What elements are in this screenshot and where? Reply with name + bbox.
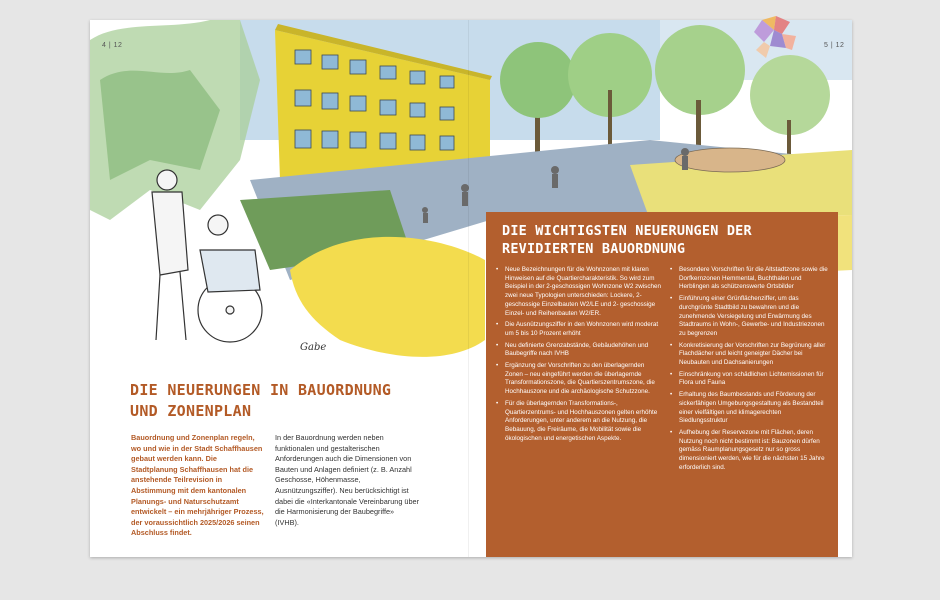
changes-list-right [670,266,830,475]
tree-crown [500,42,576,118]
list-item: • Ergänzung der Vorschriften zu den überlagernden Zonen – neu eingeführt werden die überlagernde Transformationszone, die Quartierszentrumszone, die Hochhauszone und die archäologische Schutzzone. [496,362,662,397]
list-item: • Einführung einer Grünflächenziffer, um das durchgrünte Stadtbild zu bewahren und die zunehmende Versiegelung und Erwärmung des Stadtraums in Wohn-, Gewerbe- und Industriezonen zu begrenzen [670,295,830,339]
list-item: • Konkretisierung der Vorschriften zur Begrünung aller Flachdächer und leicht geneigter Dächer bei Neubauten und Dachsanierungen [670,342,830,368]
artist-signature: Gabe [300,342,327,353]
list-item: • Besondere Vorschriften für die Altstadtzone sowie die Dorfkernzonen Hemmental, Buchthalen und Herblingen als schützenswerte Ortsbilder [670,266,830,292]
yellow-meadow [290,237,485,357]
changes-list-left [496,266,662,446]
left-headline [130,380,430,422]
page-number-left: 4 | 12 [102,42,123,49]
list-item: • Für die überlagernden Transformations-, Quartierzentrums- und Hochhauszonen gelten erhöhte Anforderungen, unter anderem an die Nutzung, die Bebauung, die Freiräume, die Mobilität sowie die ökologischen und energetischen Aspekte. [496,400,662,444]
key-changes-box [486,212,838,557]
box-title-line-2: REVIDIERTEN BAUORDNUNG [502,241,686,257]
box-title [502,222,832,258]
list-item: • Aufhebung der Reservezone mit Flächen, deren Nutzung noch nicht bestimmt ist: Bauzonen dürfen gemäss Raumplanungsgesetz nur so gross dimensioniert werden, wie für die nächsten 15 Jahre erforderlich sind. [670,429,830,473]
intro-paragraph: Bauordnung und Zonenplan regeln, wo und wie in der Stadt Schaffhausen gebaut werden kann. Die Stadtplanung Schaffhausen hat die anstehende Teilrevision in Abstimmung mit dem kantonalen Planungs- und Naturschutzamt entwickelt – ein mehrjähriger Prozess, der voraussichtlich 2025/2026 seinen Abschluss findet. [131,433,264,538]
list-item: • Die Ausnützungsziffer in den Wohnzonen wird moderat um 5 bis 10 Prozent erhöht [496,321,662,338]
page-number-right: 5 | 12 [824,42,845,49]
list-item: • Neue Bezeichnungen für die Wohnzonen mit klaren Hinweisen auf die Quartiercharakteristik. So wird zum Beispiel in der 2-geschossigen Wohnzone W2 zwischen zwei neue Typologien unterschieden: Lockere, 2-geschossige Einzelbauten W2/LE und 2- geschossige Einzel- und Reihenbauten W2/ER. [496,266,662,318]
logo-icon [752,16,798,60]
left-headline-line-2: UND ZONENPLAN [130,402,252,420]
brochure-spread [90,20,852,557]
box-title-line-1: DIE WICHTIGSTEN NEUERUNGEN DER [502,223,752,239]
sandpit [675,148,785,172]
list-item: • Neu definierte Grenzabstände, Gebäudehöhen und Baubegriffe nach IVHB [496,342,662,359]
body-paragraph: In der Bauordnung werden neben funktionalen und gestalterischen Anforderungen auch die Dimensionen von Bauten und Anlagen definiert (z. B. Anzahl Geschosse, Höhenmasse, Ausnützungsziffer). Neu berücksichtigt ist dabei die «Interkantonale Vereinbarung über die Harmonisierung der Baubegriffe» (IVHB). [275,433,420,527]
list-item: • Erhaltung des Baumbestands und Förderung der sickerfähigen Umgebungsgestaltung als Bestandteil einer vielfältigen und klimagerechten Siedlungsstruktur [670,391,830,426]
left-headline-line-1: DIE NEUERUNGEN IN BAUORDNUNG [130,381,392,399]
list-item: • Einschränkung von schädlichen Lichtemissionen für Flora und Fauna [670,371,830,388]
spine-shadow [468,20,469,557]
